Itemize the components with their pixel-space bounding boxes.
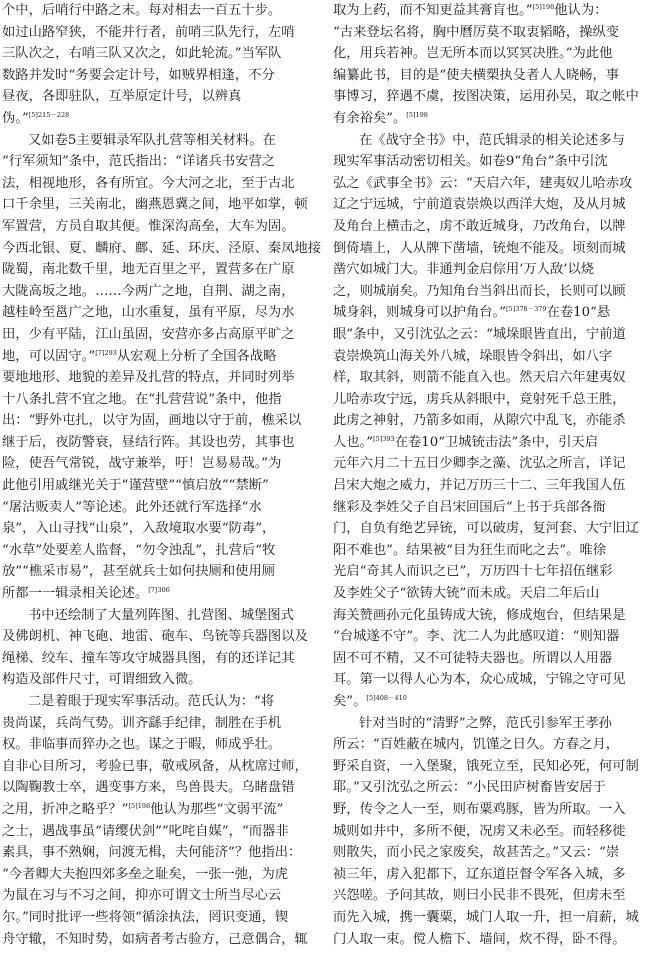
line-text: 倒倚墙上，人从牌下凿墙，铳炮不能及。顷刻而城 — [333, 240, 626, 256]
text-line — [2, 799, 321, 821]
line-text: 险，使吾气常锐，战守兼举，吁！岂易易哉。”为 — [2, 456, 282, 472]
line-text: 出：“野外屯扎，以守为固，画地以守于前，樵采以 — [2, 413, 302, 429]
citation-ref — [506, 305, 547, 313]
text-line — [2, 151, 321, 173]
line-text: 门人取一束。傥人檐下、墙间，炊不得，卧不得。 — [333, 931, 626, 947]
citation-ref — [148, 586, 170, 594]
text-line — [333, 734, 652, 756]
citation-pages: 293 — [104, 348, 117, 357]
text-line — [2, 605, 321, 627]
text-line — [333, 561, 652, 583]
line-text: 尔。”同时批评一些将领“循涂执法，罔识变通，锲 — [2, 909, 289, 925]
line-text: “水草”处要差人监督，“勿令浊乱”，扎营后“牧 — [2, 542, 276, 558]
text-line — [2, 453, 321, 475]
line-text: 城则如井中，多所不便，况虏又未必至。而轻移徙 — [333, 823, 626, 839]
line-text: “行军须知”条中，范氏指出：“详诸兵书安营之 — [2, 154, 276, 170]
line-text: “古来登坛名将，胸中曆厉莫不取衷韬略，操纵变 — [333, 24, 620, 40]
text-line — [333, 0, 652, 22]
line-text: 凿穴如城门大。非通判金启倧用‘万人敌’以烧 — [333, 262, 595, 278]
text-line — [2, 389, 321, 411]
text-line — [2, 821, 321, 843]
text-line — [333, 648, 652, 670]
text-line — [333, 367, 652, 389]
text-line — [2, 346, 321, 368]
citation-number: [5] — [28, 110, 38, 119]
line-text-continuation: 在卷10“悬 — [546, 305, 611, 321]
line-text: 现实军事活动密切相关。如卷9“角台”条中引沈 — [333, 154, 608, 170]
line-text: 编纂此书，目的是“使夫横槊执殳者人人晓畅，事 — [333, 67, 620, 83]
text-line — [333, 108, 652, 130]
line-text: 数路并发时“务要会定计号，如贼界相逢，不分 — [2, 67, 275, 83]
text-line — [2, 367, 321, 389]
line-text: 此他引用戚继光关于“谨营壁”“慎启放”“禁断” — [2, 478, 269, 494]
text-line — [333, 669, 652, 691]
text-line — [2, 43, 321, 65]
citation-ref — [29, 111, 70, 119]
text-line — [2, 216, 321, 238]
text-line — [333, 194, 652, 216]
citation-number: [5] — [406, 110, 416, 119]
text-line — [2, 302, 321, 324]
text-line — [333, 907, 652, 929]
line-text: 放”“樵采市易”，甚至就兵士如何抉厕和使用厕 — [2, 564, 276, 580]
text-line — [333, 346, 652, 368]
line-text: “台城遂不守”。李、沈二人为此感叹道：“则知器 — [333, 629, 620, 645]
line-text: 元年六月二十五日少卿李之藻、沈弘之所言，详记 — [333, 456, 626, 472]
citation-ref — [533, 3, 555, 11]
citation-pages: 215－228 — [37, 110, 70, 119]
line-text: 而先入城，携一囊粟，城门人取一升，担一肩薪，城 — [333, 909, 639, 925]
line-text: 要地地形、地貌的差异及扎营的特点，并同时列举 — [2, 370, 295, 386]
line-text: 继彩及李姓父子自吕宋回国后“上书于兵部各衙 — [333, 499, 606, 515]
line-text: 以陶鞠教士卒，遇变事方来，鸟兽畏夫。乌睹盘错 — [2, 780, 295, 796]
text-line — [2, 410, 321, 432]
text-line — [333, 626, 652, 648]
text-line — [2, 626, 321, 648]
text-line — [333, 65, 652, 87]
line-text: 人也。” — [333, 434, 374, 450]
text-line — [333, 453, 652, 475]
text-line — [2, 497, 321, 519]
line-text: 化，用兵若神。岂无所本而以冥冥决胜。”为此他 — [333, 46, 613, 62]
text-line — [333, 302, 652, 324]
text-line — [2, 691, 321, 713]
citation-pages: 408－410 — [375, 694, 407, 702]
line-text: 权。非临事而猝办之也。谋之于暇，师成乎壮。 — [2, 737, 282, 753]
line-text: 兴怨嗟。予问其故，则曰小民非不畏死，但虏未至 — [333, 888, 626, 904]
line-text: 事博习，猝遇不虞，按图决策，运用孙吴，取之帐中 — [333, 89, 639, 105]
citation-number: [7] — [148, 586, 158, 595]
text-line — [2, 756, 321, 778]
line-text: 弘之《武事全书》云：“天启六年，建夷奴儿哈赤攻 — [333, 175, 633, 191]
line-text: 地，可以固守。” — [2, 348, 96, 364]
text-line — [2, 669, 321, 691]
text-line — [2, 108, 321, 130]
line-text: 耶。”又引沈弘之所云：“小民田庐树畜皆安居于 — [333, 780, 606, 796]
text-line — [2, 86, 321, 108]
line-text: 如过山路窄狭，不能并行者，前哨三队先行，左哨 — [2, 24, 295, 40]
text-line — [2, 583, 321, 605]
text-line — [2, 65, 321, 87]
text-line — [333, 238, 652, 260]
line-text: 城身斜，则城身可以护角台。” — [333, 305, 507, 321]
text-line — [333, 43, 652, 65]
text-line — [333, 540, 652, 562]
citation-pages: 393 — [382, 434, 395, 443]
citation-ref — [95, 349, 117, 357]
line-text: 海关赞画孙元化虽铸成大铳，修成炮台，但结果是 — [333, 607, 626, 623]
text-line — [2, 173, 321, 195]
text-line — [333, 799, 652, 821]
line-text: 昼夜，各即驻队，互举原定计号，以辨真 — [2, 89, 242, 105]
text-line — [333, 410, 652, 432]
line-text: 三队次之，右哨三队又次之，如此轮流。”当军队 — [2, 46, 282, 62]
line-text: 有余裕矣”。 — [333, 110, 407, 126]
text-line — [2, 432, 321, 454]
text-line — [333, 324, 652, 346]
line-text-continuation: 在卷10“卫城铳击法”条中，引天启 — [394, 434, 599, 450]
line-text-continuation: 他认为： — [554, 3, 608, 18]
text-line — [333, 389, 652, 411]
line-text: 及佛朗机、神飞砲、地雷、砲车、鸟铳等兵器图以及 — [2, 629, 308, 645]
line-text: 及李姓父子“欲铸大铳”而未成。天启二年后山 — [333, 586, 600, 602]
citation-number: [5] — [373, 434, 383, 443]
line-text: 口千余里，三关南北，幽燕恩冀之间，地平如掌，顿 — [2, 197, 308, 213]
text-line — [333, 929, 652, 951]
text-line — [2, 259, 321, 281]
text-line — [333, 842, 652, 864]
text-column-left — [2, 0, 321, 975]
line-text: 袁崇焕筑山海关外八城，垛眼皆令斜出，如八字 — [333, 348, 613, 364]
text-line — [2, 130, 321, 152]
line-text: 为鼠在习与不习之间，抑亦可谓文士所当尽心云 — [2, 888, 282, 904]
line-text: 又如卷5主要辑录军队扎营等相关材料。在 — [28, 132, 276, 148]
text-line — [2, 648, 321, 670]
citation-ref — [366, 694, 407, 702]
line-text: 固不可不精，又不可徒特夫器也。所谓以人用器 — [333, 650, 613, 666]
text-column-right — [333, 0, 652, 975]
line-text: “今者卿大夫抱四郊多垒之耻矣，一张一弛，为虎 — [2, 866, 289, 882]
line-text: 此虏之神射，乃箭多如雨，从隙穴中乱飞，亦能杀 — [333, 413, 626, 429]
line-text: 舟守辙，不知时势，如病者考古验方，己意偶合，辄 — [2, 931, 308, 947]
line-text: 伪。” — [2, 110, 29, 126]
text-line — [2, 22, 321, 44]
line-text-continuation: 他认为那些“文弱平流” — [150, 801, 284, 817]
text-line — [2, 540, 321, 562]
line-text: “屠沽贩卖人”等论述。此外还就行军选择“水 — [2, 499, 262, 515]
citation-number: [7] — [95, 348, 105, 357]
text-line — [333, 864, 652, 886]
line-text: 及角台上横击之，虏不敢近城身，乃改角台，以牌 — [333, 218, 626, 234]
citation-pages: 306 — [157, 586, 170, 595]
text-line — [2, 0, 321, 22]
line-text: 在《战守全书》中，范氏辑录的相关论述多与 — [359, 132, 625, 148]
text-line — [333, 173, 652, 195]
text-line — [2, 194, 321, 216]
text-line — [333, 216, 652, 238]
text-line — [2, 475, 321, 497]
line-text: 之士，遇战事虽“请缨伏剑”“叱咤自媒”，“而器非 — [2, 823, 289, 839]
text-line — [2, 907, 321, 929]
line-text: 眼”条中，又引沈弘之云：“城垛眼皆直出，宁前道 — [333, 326, 626, 342]
text-line — [2, 713, 321, 735]
text-line — [333, 777, 652, 799]
line-text: 辽之宁远城，宁前道袁崇焕以西洋大炮，及从月城 — [333, 197, 626, 213]
citation-number: [5] — [366, 694, 376, 702]
line-text: 军置营，方员自取其便。惟深沟高垒，大车为固。 — [2, 218, 295, 234]
line-text: 野采自资，一入堡聚，饿死立至，民知必死，何可制 — [333, 758, 639, 774]
text-line — [333, 432, 652, 454]
citation-pages: 198 — [415, 110, 428, 119]
line-text: 之用，折冲之略乎？” — [2, 801, 129, 817]
text-line — [333, 86, 652, 108]
text-line — [2, 324, 321, 346]
line-text: 大陇高坂之地。……今两广之地，自荆、湖之南， — [2, 283, 295, 299]
line-text: 所都一一辑录相关论述。 — [2, 586, 149, 602]
line-text: 儿哈赤攻宁远，虏兵从斜眼中，竟射死千总王胜， — [333, 391, 626, 407]
text-line — [333, 130, 652, 152]
line-text: 二是着眼于现实军事活动。范氏认为：“将 — [28, 694, 275, 709]
text-line — [333, 605, 652, 627]
line-text: 构造及部件尺寸，可谓细致入微。 — [2, 672, 202, 688]
line-text: 书中还绘制了大量列阵图、扎营图、城堡图式 — [28, 607, 294, 623]
text-line — [333, 151, 652, 173]
text-line — [333, 475, 652, 497]
line-text: 所云：“百姓蔽在城内，饥馑之日久。方春之月， — [333, 737, 620, 753]
line-text: 自非心目所习，考验已事，敬戒夙备，从枕席过师， — [2, 758, 308, 774]
line-text: 田，少有平陆，江山虽固，安营亦多占高原平旷之 — [2, 326, 295, 342]
line-text: 样，取其斜，则箭不能直入也。然天启六年建夷奴 — [333, 370, 626, 386]
text-line — [333, 281, 652, 303]
line-text: 陇蜀，南北数千里，地无百里之平，置营多在广原 — [2, 262, 295, 278]
line-text: 光启“奇其人而识之已”，万历四十七年招伍继彩 — [333, 564, 613, 580]
line-text: 取为上药，而不知更益其膏肓也。” — [333, 3, 533, 18]
text-line — [2, 561, 321, 583]
text-line — [2, 734, 321, 756]
text-line — [333, 259, 652, 281]
line-text: 绳梯、绞车、撞车等攻守城器具图，有的还详记其 — [2, 650, 295, 666]
citation-ref — [406, 111, 428, 119]
text-line — [2, 281, 321, 303]
line-text: 耳。第一以得人心为本，众心成城，宁锦之守可见 — [333, 672, 626, 688]
line-text-continuation: 从宏观上分析了全国各战略 — [116, 348, 277, 364]
text-line — [2, 885, 321, 907]
citation-pages: 378－379 — [515, 305, 547, 314]
text-line — [333, 22, 652, 44]
line-text: 贵尚谋，兵尚气势。训齐繇手纪律，制胜在手机 — [2, 715, 282, 731]
line-text: 越桂岭至邕广之地，山水重复，虽有平原，尽为水 — [2, 305, 295, 321]
citation-pages: 198 — [137, 801, 151, 810]
line-text: 阳不难也”。结果被“目为狂生而叱之去”。唯徐 — [333, 542, 607, 558]
line-text: 十八条扎营不宜之地。在“扎营营说”条中，他指 — [2, 391, 282, 407]
line-text: 则散失，而小民之家废矣，故甚苦之。”又云：“崇 — [333, 845, 620, 861]
text-line — [333, 885, 652, 907]
line-text: 之，则城崩矣。乃知角台当斜出而长，长则可以顾 — [333, 283, 626, 299]
citation-ref — [373, 435, 395, 443]
line-text: 继于后，夜防警衰，昼结行阵。其设也劳，其事也 — [2, 434, 295, 450]
text-line — [333, 821, 652, 843]
text-line — [333, 497, 652, 519]
citation-number: [5] — [128, 801, 138, 810]
text-line — [333, 713, 652, 735]
line-text: 祯三年，虏入犯都下，辽东道臣督令军各入城，多 — [333, 866, 626, 882]
line-text: 针对当时的“清野”之弊，范氏引参军王孝孙 — [359, 715, 612, 731]
line-text: 法，相视地形，各有所宜。今大河之北，至于古北 — [2, 175, 295, 191]
line-text: 野，传令之人一至，则布粟鸡豚，皆为所取。一入 — [333, 801, 626, 817]
text-line — [333, 583, 652, 605]
text-line — [2, 929, 321, 951]
line-text: 泉”，入山寻找“山泉”，入敌境取水要“防毒”， — [2, 521, 276, 537]
citation-pages: 198 — [541, 3, 555, 11]
text-line — [2, 842, 321, 864]
citation-number: [5] — [532, 3, 542, 11]
text-line — [333, 691, 652, 713]
citation-ref — [128, 802, 150, 810]
line-text: 个中，后哨行中路之末。每对相去一百五十步。 — [2, 3, 282, 18]
text-line — [2, 518, 321, 540]
citation-number: [5] — [506, 305, 516, 314]
line-text: 矣”。 — [333, 694, 367, 709]
line-text: 今西北银、夏、麟府、鄜、延、环庆、泾原、秦凤地接 — [2, 240, 321, 256]
line-text: 门，自负有绝艺异铳，可以破虏，复河套、大宁旧辽 — [333, 521, 639, 537]
line-text: 吕宋大炮之威力，并记万历三十二、三年我国人伍 — [333, 478, 626, 494]
text-line — [2, 864, 321, 886]
text-line — [2, 238, 321, 260]
text-line — [333, 756, 652, 778]
text-line — [2, 777, 321, 799]
text-line — [333, 518, 652, 540]
line-text: 素具，事不熟娴，问渡无楫，夫何能济”？他指出： — [2, 845, 302, 861]
